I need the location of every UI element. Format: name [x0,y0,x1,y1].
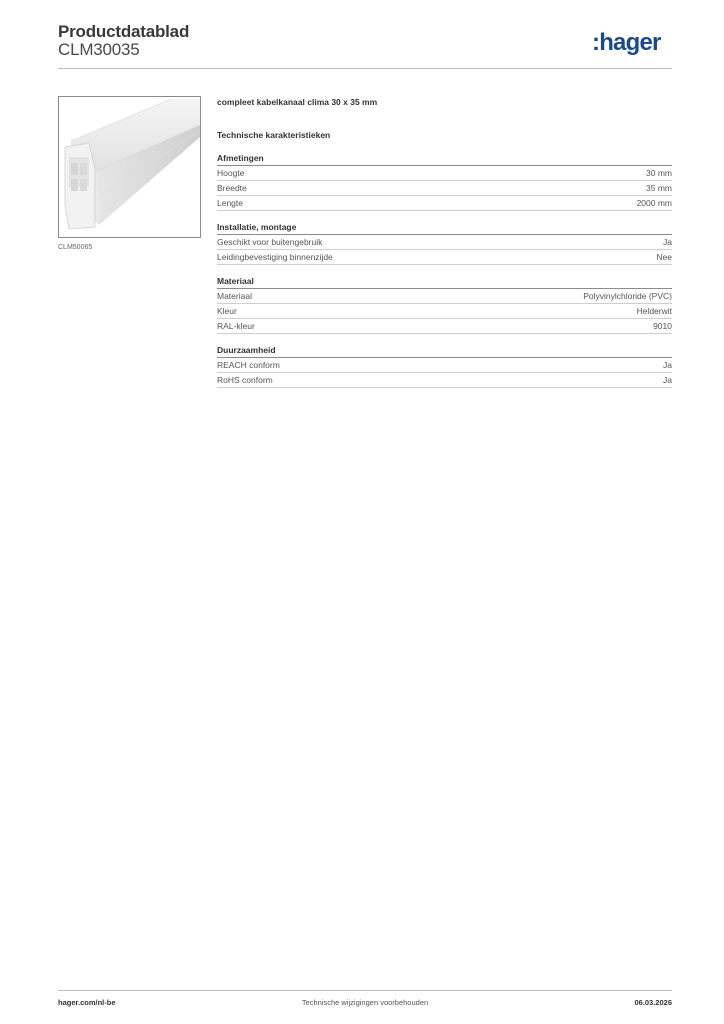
section-material [217,274,672,334]
spec-value: 30 mm [646,168,672,178]
spec-row [217,358,672,373]
section-title: Afmetingen [217,151,672,166]
spec-row [217,304,672,319]
spec-row [217,181,672,196]
spec-label: Breedte [217,183,247,193]
section-dimensions [217,151,672,211]
spec-row [217,196,672,211]
spec-value: Ja [663,237,672,247]
spec-row [217,250,672,265]
spec-label: Hoogte [217,168,245,178]
header-divider [58,68,672,69]
spec-panel [217,96,672,388]
footer-website-link[interactable]: hager.com/nl-be [58,998,116,1007]
footer [58,998,672,1010]
spec-row [217,166,672,181]
footer-divider [58,990,672,991]
spec-label: Lengte [217,198,243,208]
footer-disclaimer: Technische wijzigingen voorbehouden [301,998,429,1007]
spec-label: RoHS conform [217,375,273,385]
spec-value: Ja [663,360,672,370]
spec-row [217,319,672,334]
spec-label: RAL-kleur [217,321,255,331]
spec-value: 35 mm [646,183,672,193]
spec-row [217,289,672,304]
spec-value: Helderwit [636,306,672,316]
spec-label: Kleur [217,306,237,316]
product-code: CLM30035 [58,40,140,59]
spec-label: REACH conform [217,360,280,370]
hager-logo-text: :hager [592,29,661,56]
cable-duct-illustration [59,97,200,237]
spec-label: Geschikt voor buitengebruik [217,237,323,247]
spec-value: 2000 mm [636,198,672,208]
product-image [58,96,201,238]
image-caption: CLM50065 [58,244,93,251]
page-title: Productdatablad [58,22,190,41]
product-name: compleet kabelkanaal clima 30 x 35 mm [217,97,378,107]
hager-logo [592,29,674,57]
spec-row [217,235,672,250]
section-installation [217,220,672,265]
section-sustainability [217,343,672,388]
spec-value: Ja [663,375,672,385]
spec-value: Nee [656,252,672,262]
section-title: Installatie, montage [217,220,672,235]
section-title: Duurzaamheid [217,343,672,358]
spec-label: Materiaal [217,291,252,301]
spec-value: 9010 [653,321,672,331]
footer-date: 06.03.2026 [634,998,672,1007]
spec-value: Polyvinylchloride (PVC) [583,291,672,301]
technical-characteristics-heading: Technische karakteristieken [217,130,331,140]
spec-label: Leidingbevestiging binnenzijde [217,252,333,262]
section-title: Materiaal [217,274,672,289]
spec-row [217,373,672,388]
